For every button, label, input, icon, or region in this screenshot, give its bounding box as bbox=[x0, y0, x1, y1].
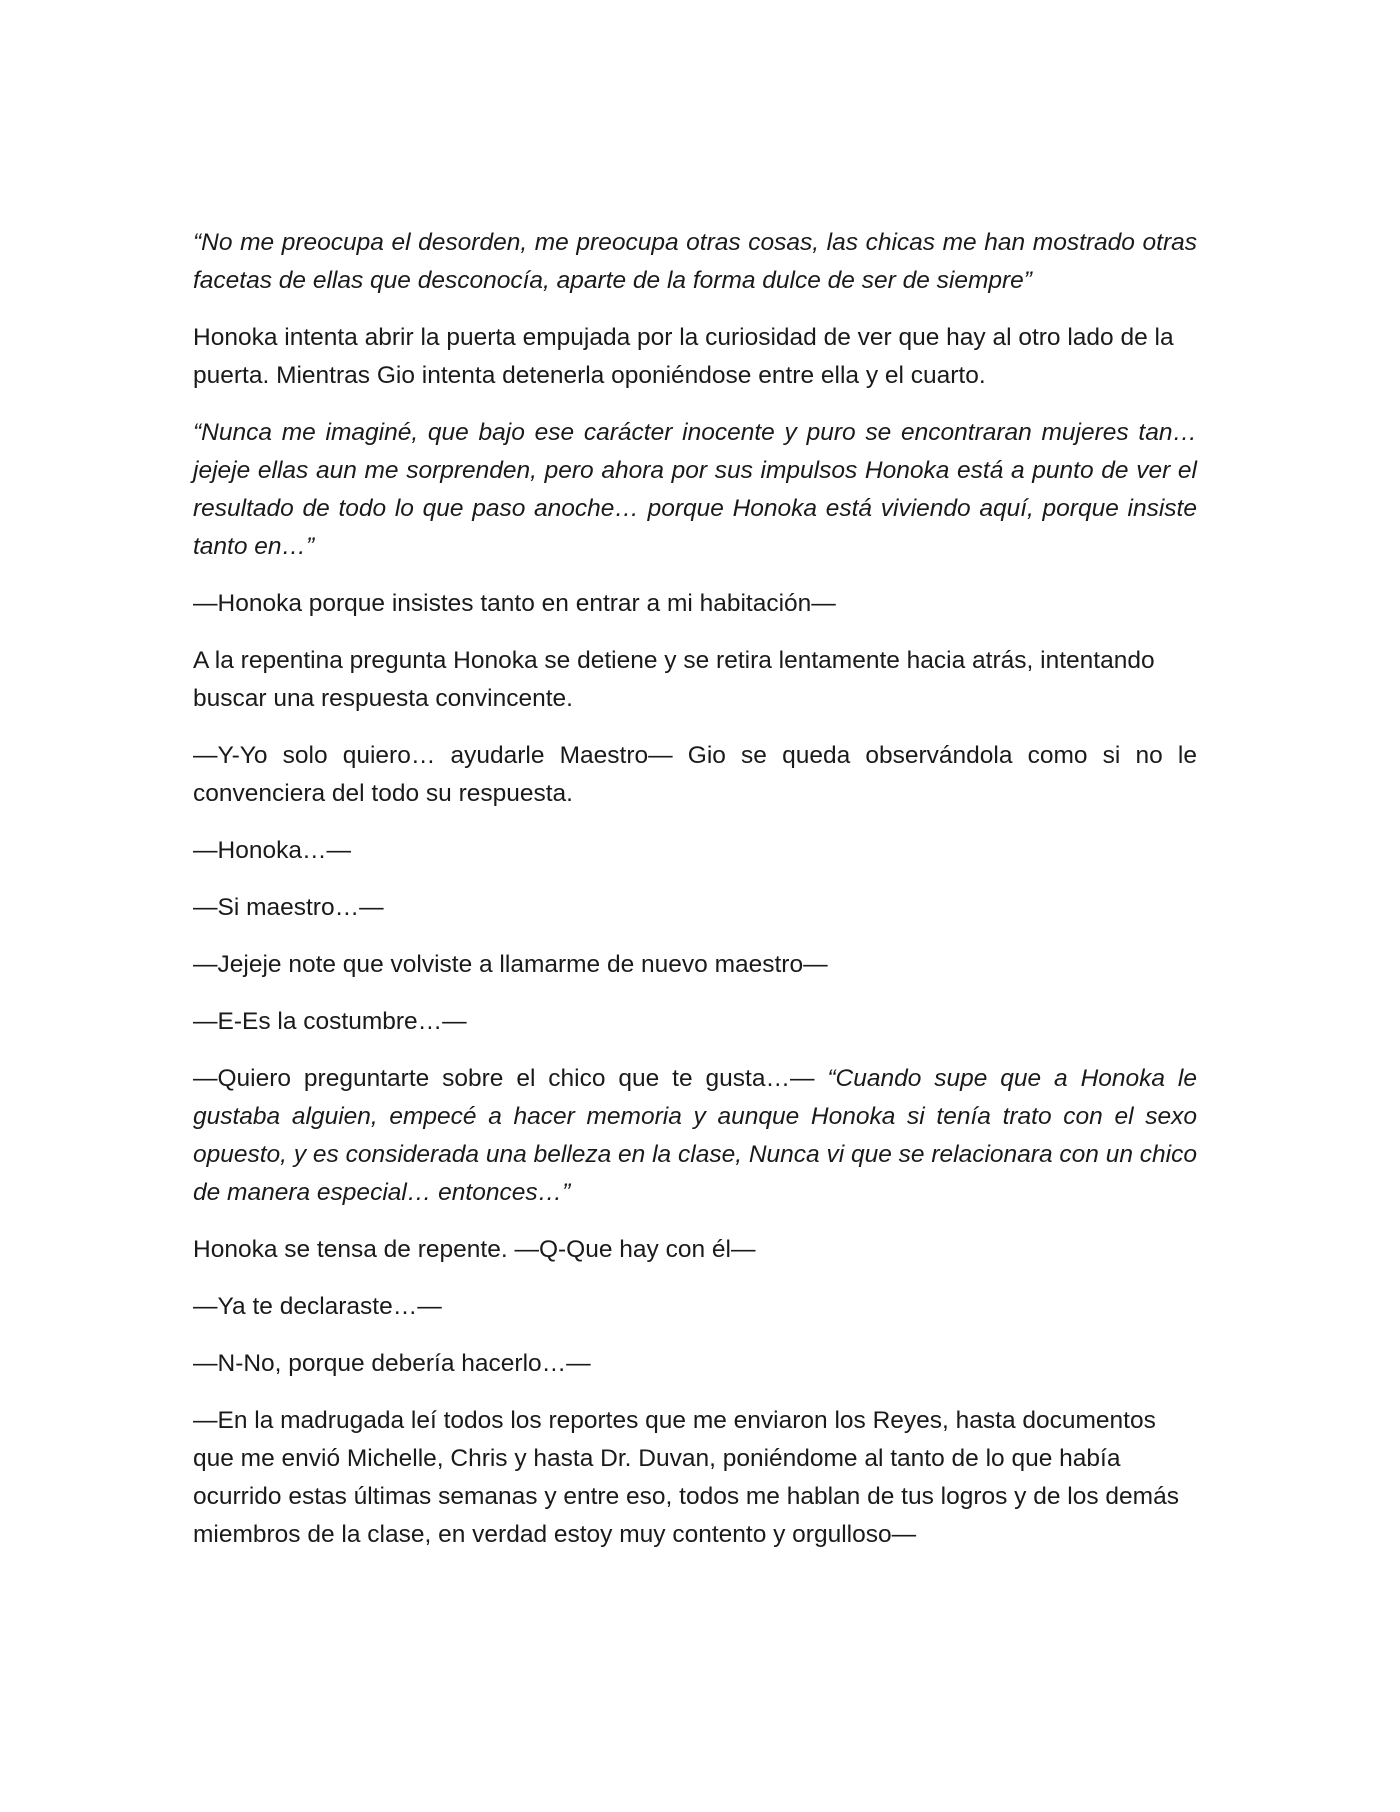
narration-text: Honoka intenta abrir la puerta empujada por la curiosidad de ver que hay al otro lado de la puerta. Mientras Gio intenta detenerla oponiéndose entre ella y el cuarto. bbox=[193, 324, 1174, 389]
paragraph bbox=[193, 642, 1197, 718]
dialogue-text: —Honoka…— bbox=[193, 837, 351, 864]
paragraph bbox=[193, 224, 1197, 300]
dialogue-text: —Quiero preguntarte sobre el chico que te gusta…— bbox=[193, 1065, 828, 1092]
narration-text: A la repentina pregunta Honoka se detiene y se retira lentamente hacia atrás, intentando buscar una respuesta convincente. bbox=[193, 647, 1155, 712]
paragraph bbox=[193, 1003, 1197, 1041]
thought-text: “Cuando supe que a Honoka le gustaba alguien, empecé a hacer memoria y aunque Honoka si tenía trato con el sexo opuesto, y es considerada una belleza en la clase, Nunca vi que se relacionara con un chico de manera especial… entonces…” bbox=[193, 1065, 1197, 1206]
paragraph bbox=[193, 1345, 1197, 1383]
paragraph bbox=[193, 1288, 1197, 1326]
paragraph bbox=[193, 1402, 1197, 1554]
paragraph bbox=[193, 946, 1197, 984]
paragraph bbox=[193, 737, 1197, 813]
dialogue-text: —Ya te declaraste…— bbox=[193, 1293, 442, 1320]
paragraph bbox=[193, 889, 1197, 927]
dialogue-text: —N-No, porque debería hacerlo…— bbox=[193, 1350, 591, 1377]
paragraph bbox=[193, 319, 1197, 395]
dialogue-text: —Jejeje note que volviste a llamarme de nuevo maestro— bbox=[193, 951, 828, 978]
dialogue-text: —Y-Yo solo quiero… ayudarle Maestro— Gio se queda observándola como si no le convenciera del todo su respuesta. bbox=[193, 742, 1197, 807]
thought-text: “No me preocupa el desorden, me preocupa otras cosas, las chicas me han mostrado otras facetas de ellas que desconocía, aparte de la forma dulce de ser de siempre” bbox=[193, 229, 1197, 294]
body-text bbox=[193, 224, 1197, 1573]
dialogue-text: —E-Es la costumbre…— bbox=[193, 1008, 467, 1035]
dialogue-text: —Si maestro…— bbox=[193, 894, 384, 921]
paragraph bbox=[193, 832, 1197, 870]
thought-text: “Nunca me imaginé, que bajo ese carácter inocente y puro se encontraran mujeres tan… jejeje ellas aun me sorprenden, pero ahora por sus impulsos Honoka está a punto de ver el resultado de todo lo que paso anoche… porque Honoka está viviendo aquí, porque insiste tanto en…” bbox=[193, 419, 1197, 560]
narration-text: Honoka se tensa de repente. —Q-Que hay con él— bbox=[193, 1236, 756, 1263]
dialogue-text: —En la madrugada leí todos los reportes que me enviaron los Reyes, hasta documentos que me envió Michelle, Chris y hasta Dr. Duvan, poniéndome al tanto de lo que había ocurrido estas últimas semanas y entre eso, todos me hablan de tus logros y de los demás miembros de la clase, en verdad estoy muy contento y orgulloso— bbox=[193, 1407, 1179, 1548]
paragraph bbox=[193, 414, 1197, 566]
dialogue-text: —Honoka porque insistes tanto en entrar a mi habitación— bbox=[193, 590, 836, 617]
paragraph bbox=[193, 1231, 1197, 1269]
paragraph bbox=[193, 585, 1197, 623]
paragraph bbox=[193, 1060, 1197, 1212]
